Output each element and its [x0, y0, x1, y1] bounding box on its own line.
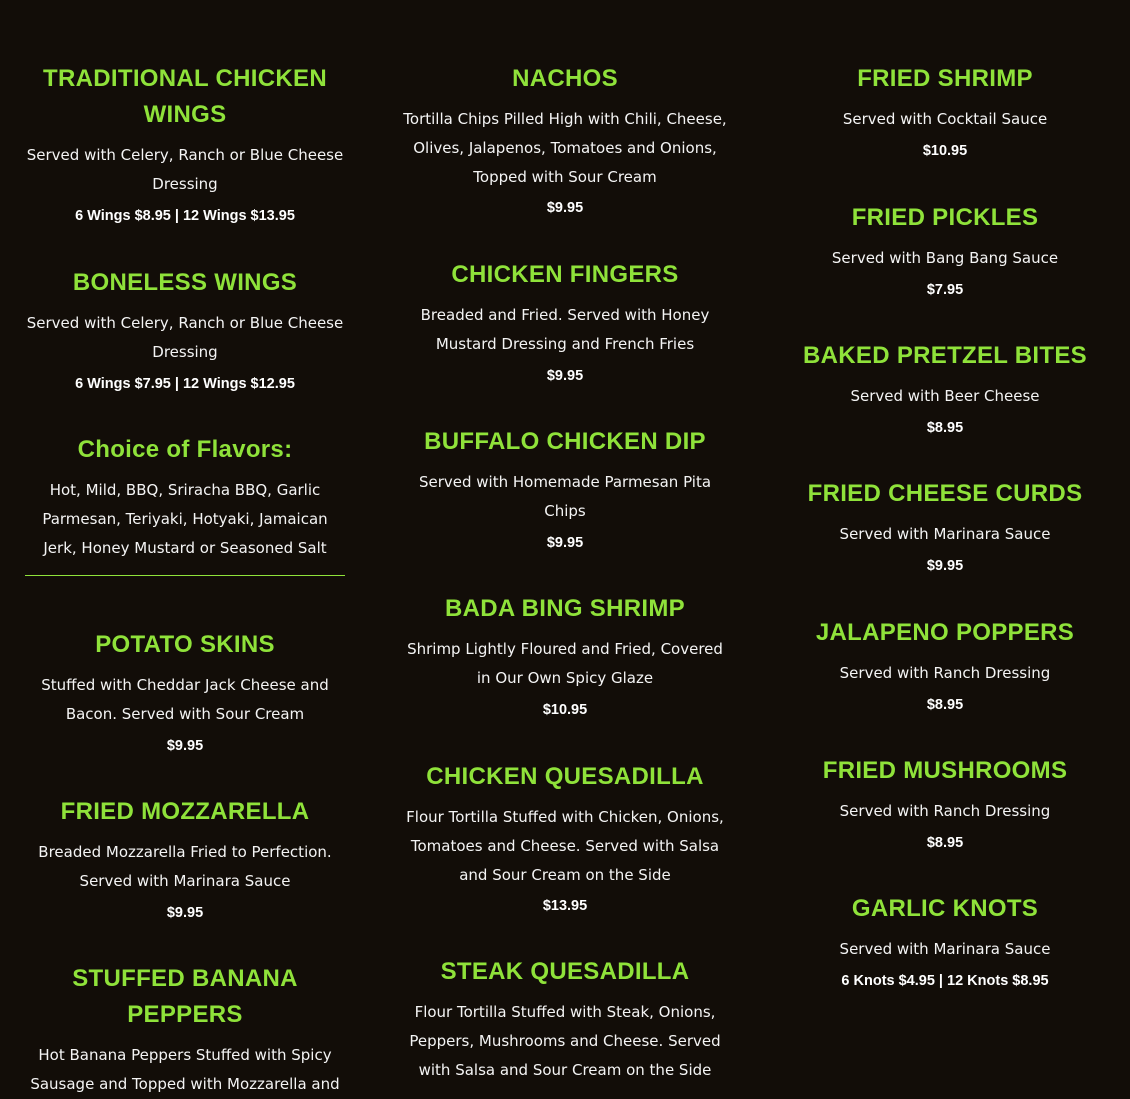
item-name: FRIED CHEESE CURDS — [807, 480, 1083, 507]
menu-item-potato-skins — [25, 627, 345, 757]
item-description: Breaded and Fried. Served with Honey Mustard Dressing and French Fries — [420, 306, 710, 353]
item-description: Hot, Mild, BBQ, Sriracha BBQ, Garlic Parmesan, Teriyaki, Hotyaki, Jamaican Jerk, Honey Mustard or Seasoned Salt — [42, 481, 328, 557]
item-name: BUFFALO CHICKEN DIP — [424, 428, 706, 455]
menu-item-fried-cheese-curds — [780, 476, 1110, 577]
menu-item-fried-pickles — [780, 200, 1110, 301]
menu-item-stuffed-banana-peppers — [25, 961, 345, 1099]
item-description: Stuffed with Cheddar Jack Cheese and Bacon. Served with Sour Cream — [41, 676, 329, 723]
item-description: Served with Ranch Dressing — [839, 802, 1051, 820]
item-name: FRIED PICKLES — [851, 204, 1039, 231]
menu-item-chicken-fingers — [400, 257, 730, 387]
item-name: JALAPENO POPPERS — [815, 619, 1075, 646]
item-description: Flour Tortilla Stuffed with Chicken, Onions, Tomatoes and Cheese. Served with Salsa and Sour Cream on the Side — [406, 808, 724, 884]
menu-item-steak-quesadilla — [400, 954, 730, 1084]
menu-item-fried-mozzarella — [25, 794, 345, 924]
item-name: TRADITIONAL CHICKEN WINGS — [43, 65, 327, 128]
menu-item-nachos — [400, 61, 730, 219]
menu-item-traditional-chicken-wings — [25, 61, 345, 227]
item-price: $9.95 — [546, 200, 584, 217]
item-description: Shrimp Lightly Floured and Fried, Covered in Our Own Spicy Glaze — [407, 640, 723, 687]
item-description: Served with Cocktail Sauce — [842, 110, 1048, 128]
item-name: FRIED MOZZARELLA — [60, 798, 310, 825]
item-name: BONELESS WINGS — [72, 269, 298, 296]
item-name: CHICKEN FINGERS — [451, 261, 679, 288]
item-price: $7.95 — [926, 281, 964, 298]
item-price: $9.95 — [166, 737, 204, 754]
item-description: Tortilla Chips Pilled High with Chili, Cheese, Olives, Jalapenos, Tomatoes and Onions, Topped with Sour Cream — [403, 110, 727, 186]
menu-item-jalapeno-poppers — [780, 615, 1110, 716]
item-name: FRIED SHRIMP — [857, 65, 1033, 92]
item-description: Flour Tortilla Stuffed with Steak, Onions, Peppers, Mushrooms and Cheese. Served with Salsa and Sour Cream on the Side — [409, 1003, 721, 1079]
section-divider — [25, 575, 345, 576]
item-description: Served with Beer Cheese — [850, 387, 1040, 405]
item-name: Choice of Flavors: — [77, 436, 293, 463]
item-name: GARLIC KNOTS — [851, 895, 1039, 922]
item-name: STUFFED BANANA PEPPERS — [72, 965, 298, 1028]
item-description: Served with Bang Bang Sauce — [831, 249, 1059, 267]
menu-item-choice-of-flavors — [25, 432, 345, 562]
menu-item-garlic-knots — [780, 891, 1110, 992]
item-description: Served with Marinara Sauce — [839, 525, 1051, 543]
item-price: 6 Wings $8.95 | 12 Wings $13.95 — [75, 207, 295, 224]
item-price: $9.95 — [546, 534, 584, 551]
menu-item-boneless-wings — [25, 265, 345, 395]
item-price: 6 Wings $7.95 | 12 Wings $12.95 — [75, 375, 295, 392]
item-price: $10.95 — [922, 142, 968, 159]
item-price: $13.95 — [542, 898, 588, 915]
item-price: $10.95 — [542, 701, 588, 718]
item-name: POTATO SKINS — [95, 631, 275, 658]
item-description: Hot Banana Peppers Stuffed with Spicy Sausage and Topped with Mozzarella and — [30, 1046, 340, 1093]
item-price: $8.95 — [926, 419, 964, 436]
item-name: STEAK QUESADILLA — [440, 958, 690, 985]
menu-item-fried-mushrooms — [780, 753, 1110, 854]
menu-item-buffalo-chicken-dip — [400, 424, 730, 554]
item-price: $9.95 — [166, 904, 204, 921]
item-description: Served with Homemade Parmesan Pita Chips — [418, 473, 712, 520]
menu-item-chicken-quesadilla — [400, 759, 730, 917]
menu-item-baked-pretzel-bites — [780, 338, 1110, 439]
item-description: Breaded Mozzarella Fried to Perfection. Served with Marinara Sauce — [38, 843, 332, 890]
item-price: $9.95 — [926, 557, 964, 574]
item-name: BAKED PRETZEL BITES — [803, 342, 1087, 369]
item-description: Served with Marinara Sauce — [839, 940, 1051, 958]
item-price: 6 Knots $4.95 | 12 Knots $8.95 — [841, 972, 1049, 989]
item-price: $9.95 — [546, 367, 584, 384]
item-description: Served with Celery, Ranch or Blue Cheese Dressing — [26, 146, 344, 193]
item-description: Served with Ranch Dressing — [839, 664, 1051, 682]
item-price: $8.95 — [926, 834, 964, 851]
item-name: BADA BING SHRIMP — [445, 595, 685, 622]
item-description: Served with Celery, Ranch or Blue Cheese Dressing — [26, 314, 344, 361]
item-name: FRIED MUSHROOMS — [822, 757, 1068, 784]
menu-item-bada-bing-shrimp — [400, 591, 730, 721]
item-name: CHICKEN QUESADILLA — [426, 763, 704, 790]
item-name: NACHOS — [512, 65, 618, 92]
menu-item-fried-shrimp — [780, 61, 1110, 162]
item-price: $8.95 — [926, 696, 964, 713]
